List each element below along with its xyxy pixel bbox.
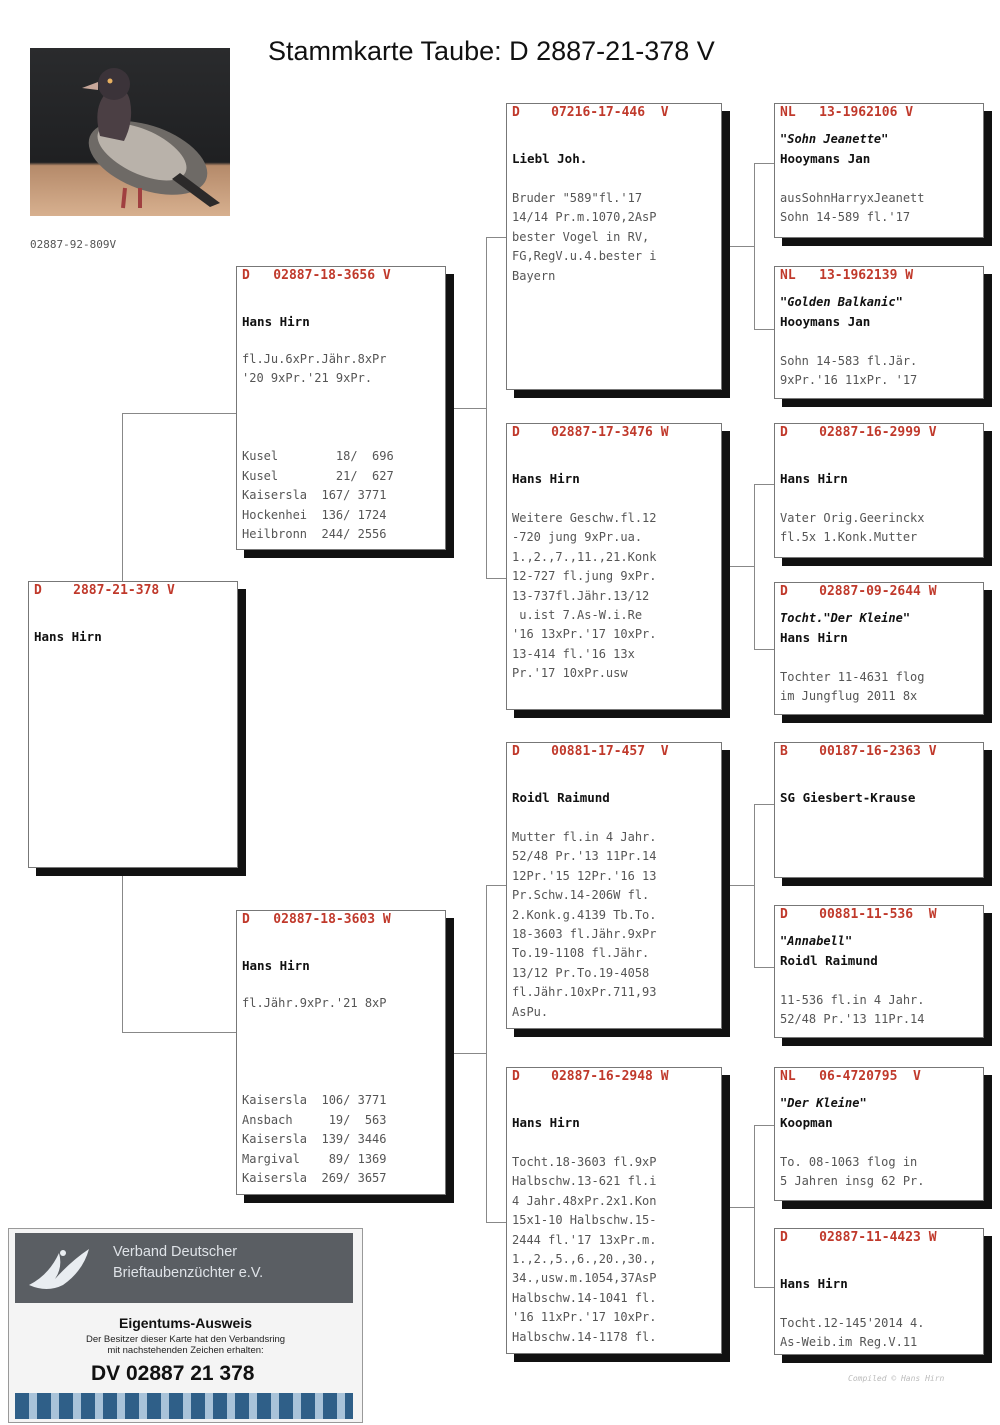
card-mmf[interactable] xyxy=(774,1067,984,1201)
ring-number: D 07216-17-446 V xyxy=(512,105,669,120)
ring-number: D 02887-16-2999 V xyxy=(780,425,937,440)
info-text: fl.Ju.6xPr.Jähr.8xPr '20 9xPr.'21 9xPr. xyxy=(242,352,387,386)
connector xyxy=(722,885,754,886)
connector xyxy=(754,1125,775,1288)
info-text: ausSohnHarryxJeanett Sohn 14-589 fl.'17 xyxy=(780,191,925,225)
connector xyxy=(446,408,486,409)
ring-number: B 00187-16-2363 V xyxy=(780,744,937,759)
ownership-card xyxy=(8,1228,363,1423)
ring-number: D 00881-11-536 W xyxy=(780,907,937,922)
card-father[interactable] xyxy=(236,266,446,550)
connector xyxy=(754,804,775,968)
ring-number: D 02887-18-3603 W xyxy=(242,912,391,927)
connector xyxy=(722,246,754,247)
nickname: "Der Kleine" xyxy=(780,1096,867,1110)
info-text: Bruder "589"fl.'17 14/14 Pr.m.1070,2AsP bester Vogel in RV, FG,RegV.u.4.bester i Bayern xyxy=(512,191,657,283)
card-fmf[interactable] xyxy=(774,423,984,558)
ownership-ring-number: DV 02887 21 378 xyxy=(91,1362,255,1385)
info-text: Tocht.18-3603 fl.9xP Halbschw.13-621 fl.i 4 Jahr.48xPr.2x1.Kon 15x1-10 Halbschw.15- 2444 fl.'17 13xPr.m. 1.,2.,5.,6.,20.,30., 34.,usw.m.1054,37AsP Halbschw.14-1041 fl. '16 11xPr.'17 10xPr. Halbschw.14-1178 fl. xyxy=(512,1155,657,1344)
owner-name: Roidl Raimund xyxy=(780,953,878,968)
connector xyxy=(754,163,775,330)
ring-number: D 02887-11-4423 W xyxy=(780,1230,937,1245)
ring-number: D 02887-18-3656 V xyxy=(242,268,391,283)
nickname: "Sohn Jeanette" xyxy=(780,132,889,146)
connector xyxy=(754,484,775,650)
ring-number: NL 13-1962139 W xyxy=(780,268,914,283)
info-text: 11-536 fl.in 4 Jahr. 52/48 Pr.'13 11Pr.14 xyxy=(780,993,925,1027)
ownership-pattern-band xyxy=(15,1393,353,1419)
ownership-title: Eigentums-Ausweis xyxy=(118,1315,253,1331)
ring-number: D 02887-09-2644 W xyxy=(780,584,937,599)
owner-name: Hans Hirn xyxy=(780,471,848,486)
info-text: Vater Orig.Geerinckx fl.5x 1.Konk.Mutter xyxy=(780,511,925,545)
results-list: Kusel 18/ 696 Kusel 21/ 627 Kaisersla 167/ 3771 Hockenhei 136/ 1724 Heilbronn 244/ 2556 xyxy=(242,449,394,541)
ring-number: D 02887-17-3476 W xyxy=(512,425,669,440)
card-mmm[interactable] xyxy=(774,1228,984,1355)
ring-number: D 00881-17-457 V xyxy=(512,744,669,759)
photo-caption: 02887-92-809V xyxy=(30,238,117,251)
card-ff[interactable] xyxy=(506,103,722,390)
owner-name: Roidl Raimund xyxy=(512,790,610,805)
connector xyxy=(486,237,507,579)
owner-name: Hans Hirn xyxy=(34,629,102,644)
owner-name: Hans Hirn xyxy=(780,1276,848,1291)
ring-number: NL 13-1962106 V xyxy=(780,105,914,120)
owner-name: Liebl Joh. xyxy=(512,151,588,166)
pigeon-photo xyxy=(30,48,230,216)
owner-name: Hans Hirn xyxy=(242,958,310,973)
owner-name: Hooymans Jan xyxy=(780,314,871,329)
ownership-text: Der Besitzer dieser Karte hat den Verbandsring mit nachstehenden Zeichen erhalten: xyxy=(85,1334,286,1356)
connector xyxy=(122,413,237,584)
results-list: Kaisersla 106/ 3771 Ansbach 19/ 563 Kaisersla 139/ 3446 Margival 89/ 1369 Kaisersla 269/ 3657 xyxy=(242,1093,387,1185)
nickname: "Annabell" xyxy=(780,934,853,948)
info-text: To. 08-1063 flog in 5 Jahren insg 62 Pr. xyxy=(780,1155,925,1189)
pigeon-illustration xyxy=(30,48,230,216)
info-text: Mutter fl.in 4 Jahr. 52/48 Pr.'13 11Pr.14 12Pr.'15 12Pr.'16 13 Pr.Schw.14-206W fl. 2.Konk.g.4139 Tb.To. 18-3603 fl.Jähr.9xPr To.19-1108 fl.Jähr. 13/12 Pr.To.19-4058 fl.Jähr.10xPr.711,93 AsPu. xyxy=(512,830,657,1019)
card-mf[interactable] xyxy=(506,742,722,1029)
info-text: Sohn 14-583 fl.Jär. 9xPr.'16 11xPr. '17 xyxy=(780,354,918,388)
info-text: Tochter 11-4631 flog im Jungflug 2011 8x xyxy=(780,670,925,704)
card-mother[interactable] xyxy=(236,910,446,1195)
card-mfm[interactable] xyxy=(774,905,984,1038)
nickname: "Golden Balkanic" xyxy=(780,295,903,309)
card-proband[interactable] xyxy=(28,581,238,868)
owner-name: Hans Hirn xyxy=(512,471,580,486)
ring-number: D 02887-16-2948 W xyxy=(512,1069,669,1084)
card-mm[interactable] xyxy=(506,1067,722,1354)
owner-name: Hans Hirn xyxy=(242,314,310,329)
card-mff[interactable] xyxy=(774,742,984,878)
info-text: Weitere Geschw.fl.12 -720 jung 9xPr.ua. 1.,2.,7.,11.,21.Konk 12-727 fl.jung 9xPr. 13-737fl.Jähr.13/12 u.ist 7.As-W.i.Re '16 13xPr.'17 10xPr. 13-414 fl.'16 13x Pr.'17 10xPr.usw xyxy=(512,511,657,681)
connector xyxy=(446,1053,486,1054)
page-title: Stammkarte Taube: D 2887-21-378 V xyxy=(268,36,715,66)
credit-text: Compiled © Hans Hirn xyxy=(848,1374,945,1383)
ownership-card-header xyxy=(15,1233,353,1303)
connector xyxy=(486,885,507,1223)
connector xyxy=(722,566,754,567)
owner-name: Hooymans Jan xyxy=(780,151,871,166)
owner-name: SG Giesbert-Krause xyxy=(780,790,916,805)
owner-name: Hans Hirn xyxy=(512,1115,580,1130)
card-ffm[interactable] xyxy=(774,266,984,399)
ring-number: NL 06-4720795 V xyxy=(780,1069,921,1084)
card-fm[interactable] xyxy=(506,423,722,710)
card-fff[interactable] xyxy=(774,103,984,238)
dove-logo-icon xyxy=(19,1235,99,1301)
connector xyxy=(122,868,237,1033)
owner-name: Koopman xyxy=(780,1115,833,1130)
ring-number: D 2887-21-378 V xyxy=(34,583,175,598)
info-text: fl.Jähr.9xPr.'21 8xP xyxy=(242,996,387,1010)
ownership-org-name: Verband Deutscher Brieftaubenzüchter e.V. xyxy=(113,1244,264,1281)
connector xyxy=(722,1207,754,1208)
info-text: Tocht.12-145'2014 4. As-Weib.im Reg.V.11 xyxy=(780,1316,925,1350)
card-fmm[interactable] xyxy=(774,582,984,715)
nickname: Tocht."Der Kleine" xyxy=(780,611,911,625)
owner-name: Hans Hirn xyxy=(780,630,848,645)
